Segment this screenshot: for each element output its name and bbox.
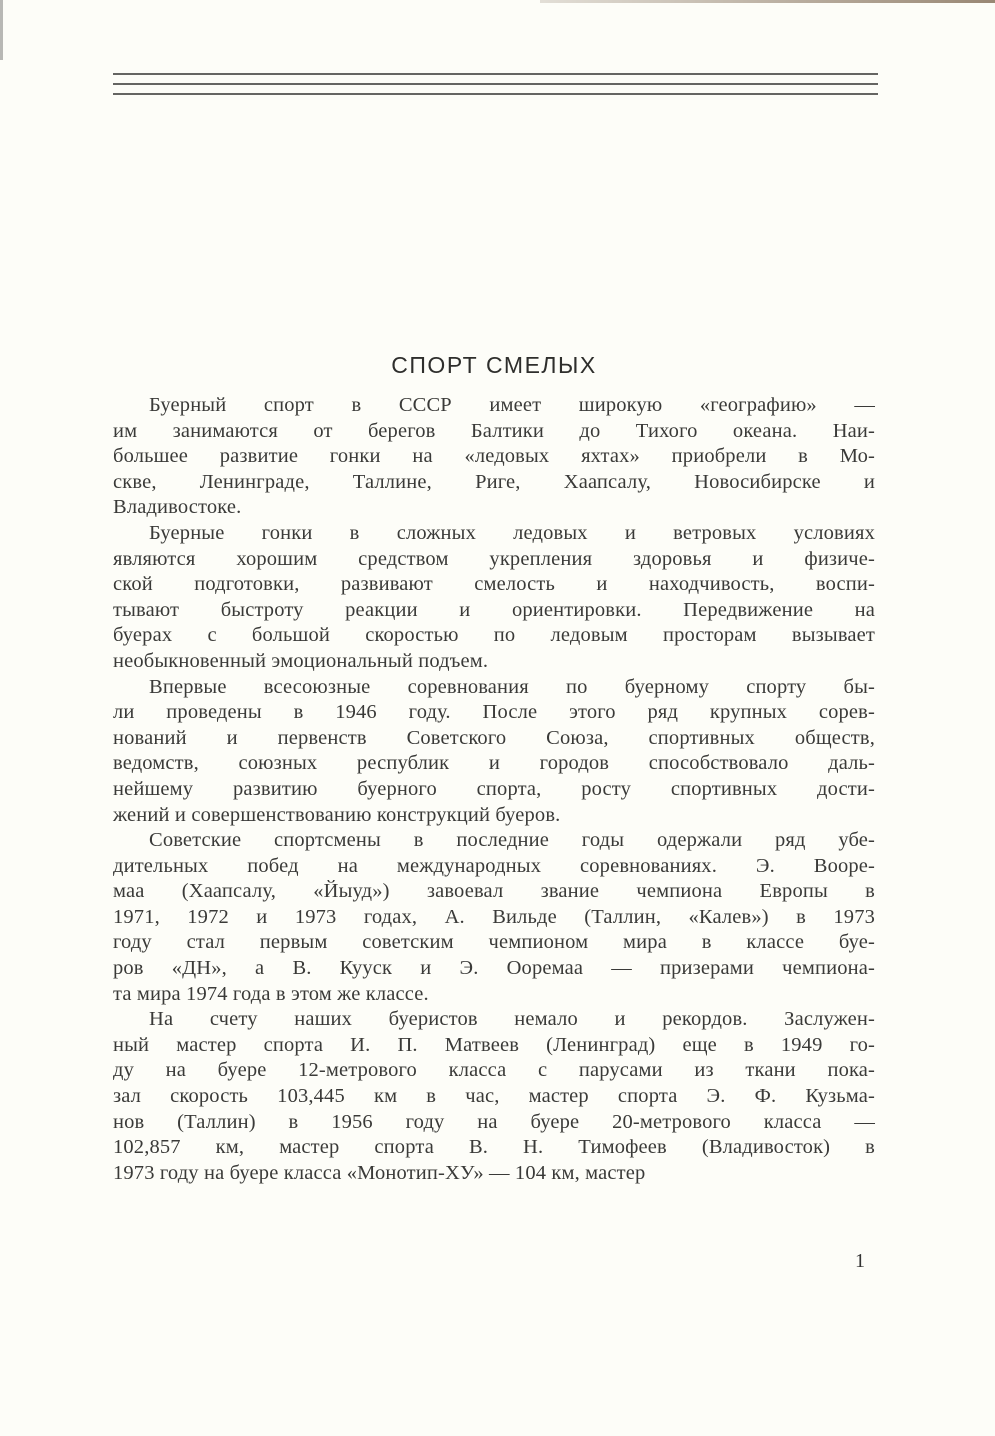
page-edge-left [0,0,3,60]
text-line: ской подготовки, развивают смелость и находчивость, воспи- [113,573,875,596]
header-rule-2 [113,83,878,85]
paragraph [113,675,875,829]
text-line: Владивостоке. [113,496,242,519]
text-line: нов (Таллин) в 1956 году на буере 20-метрового класса — [113,1110,875,1133]
text-line: зал скорость 103,445 км в час, мастер спорта Э. Ф. Кузьма- [113,1085,875,1108]
paragraph [113,393,875,521]
paragraph [113,1007,875,1186]
header-rule-1 [113,73,878,75]
paragraphs-container [113,393,875,1186]
text-line: 102,857 км, мастер спорта В. Н. Тимофеев (Владивосток) в [113,1136,875,1159]
text-line: Буерный спорт в СССР имеет широкую «географию» — [149,394,875,416]
text-line: нований и первенств Советского Союза, спортивных обществ, [113,726,875,749]
page-edge-shadow [540,0,995,3]
text-line: маа (Хаапсалу, «Йыуд») завоевал звание чемпиона Европы в [113,880,875,903]
text-line: 1971, 1972 и 1973 годах, А. Вильде (Таллин, «Калев») в 1973 [113,905,875,928]
text-line: являются хорошим средством укрепления здоровья и физиче- [113,547,875,570]
paragraph [113,828,875,1007]
header-rule-3 [113,93,878,95]
text-line: тывают быстроту реакции и ориентировки. Передвижение на [113,598,875,621]
text-line: году стал первым советским чемпионом мира в классе буе- [113,931,875,954]
text-line: ный мастер спорта И. П. Матвеев (Ленинград) еще в 1949 го- [113,1033,875,1056]
paragraph [113,521,875,675]
text-line: им занимаются от берегов Балтики до Тихого океана. Наи- [113,419,875,442]
text-line: необыкновенный эмоциональный подъем. [113,649,489,672]
document-body [113,352,875,1186]
text-line: нейшему развитию буерного спорта, росту спортивных дости- [113,777,875,800]
text-line: жений и совершенствованию конструкций буеров. [113,803,561,826]
text-line: буерах с большой скоростью по ледовым просторам вызывает [113,624,875,647]
text-line: 1973 году на буере класса «Монотип-ХУ» — 104 км, мастер [113,1161,646,1184]
header-rules [113,73,878,103]
text-line: та мира 1974 года в этом же классе. [113,982,429,1005]
text-line: дительных побед на международных соревнованиях. Э. Вооре- [113,854,875,877]
text-line: скве, Ленинграде, Таллине, Риге, Хаапсалу, Новосибирске и [113,470,875,493]
text-line: ведомств, союзных республик и городов способствовало даль- [113,752,875,775]
text-line: большее развитие гонки на «ледовых яхтах» приобрели в Мо- [113,445,875,468]
text-line: ду на буере 12-метрового класса с парусами из ткани пока- [113,1059,875,1082]
text-line: Впервые всесоюзные соревнования по буерному спорту бы- [149,675,875,698]
text-line: Буерные гонки в сложных ледовых и ветровых условиях [149,521,875,544]
page-title: СПОРТ СМЕЛЫХ [391,352,597,378]
text-line: ли проведены в 1946 году. После этого ряд крупных сорев- [113,701,875,724]
text-line: ров «ДН», а В. Кууск и Э. Ооремаа — призерами чемпиона- [113,957,875,980]
text-line: На счету наших буеристов немало и рекордов. Заслужен- [149,1008,875,1031]
text-line: Советские спортсмены в последние годы одержали ряд убе- [149,829,875,852]
page-number: 1 [855,1250,865,1272]
